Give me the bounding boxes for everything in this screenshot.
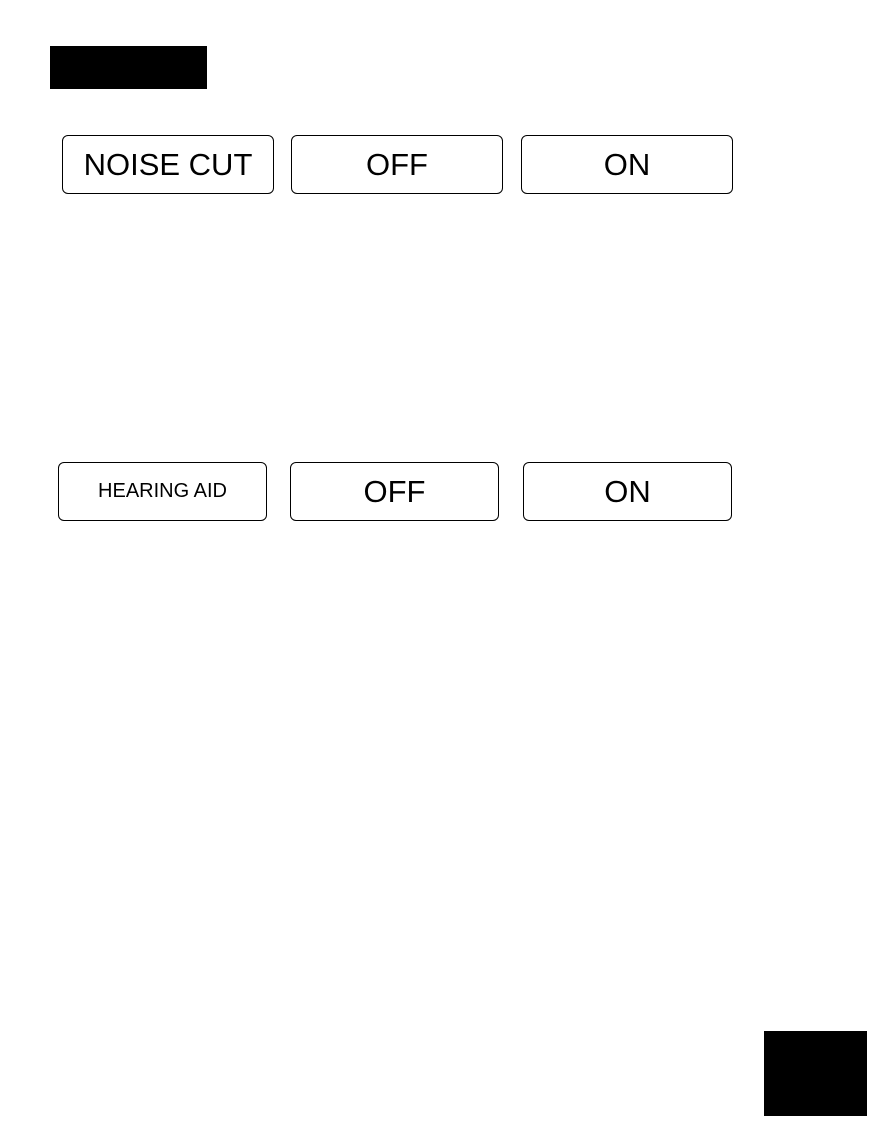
noise-cut-off-label: OFF	[366, 146, 428, 182]
noise-cut-on-button[interactable]	[521, 135, 733, 194]
hearing-aid-label: HEARING AID	[98, 480, 227, 502]
noise-cut-label-box	[62, 135, 274, 194]
header-black-block	[50, 46, 207, 89]
hearing-aid-label-box	[58, 462, 267, 521]
hearing-aid-off-label: OFF	[363, 473, 426, 509]
corner-black-block	[764, 1031, 867, 1116]
hearing-aid-on-label: ON	[604, 473, 651, 509]
noise-cut-on-label: ON	[603, 146, 651, 182]
noise-cut-off-button[interactable]	[291, 135, 503, 194]
noise-cut-label: NOISE CUT	[83, 146, 253, 182]
hearing-aid-on-button[interactable]	[523, 462, 732, 521]
hearing-aid-off-button[interactable]	[290, 462, 499, 521]
